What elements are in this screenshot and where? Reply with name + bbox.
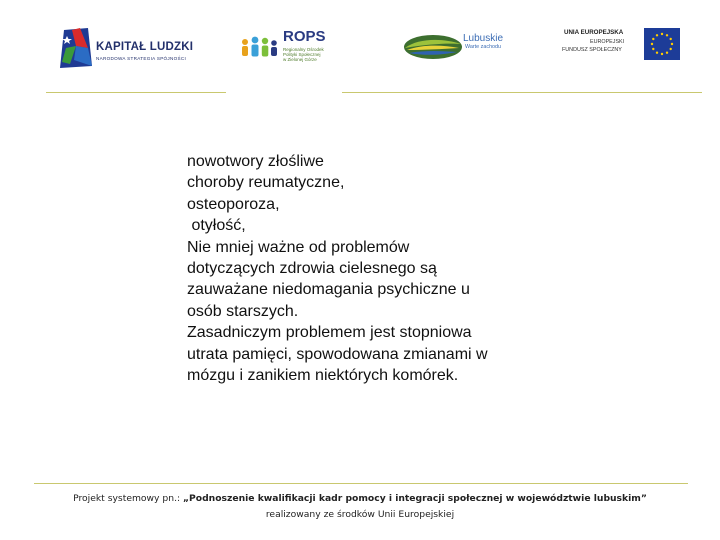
footer	[40, 491, 680, 523]
body-line: osteoporoza,	[187, 195, 280, 213]
body-line: mózgu i zanikiem niektórych komórek.	[187, 367, 459, 385]
body-line: otyłość,	[187, 217, 246, 235]
kapital-ludzki-emblem-icon	[58, 26, 94, 70]
footer-rule	[34, 483, 688, 484]
lubuskie-landscape-icon	[403, 30, 463, 64]
body-line: choroby reumatyczne,	[187, 174, 345, 192]
kapital-ludzki-title: KAPITAŁ LUDZKI	[96, 41, 194, 53]
body-line: zauważane niedomagania psychiczne u	[187, 281, 470, 299]
lubuskie-title: Lubuskie	[463, 33, 504, 44]
lubuskie-logo	[403, 28, 518, 68]
rops-logo	[240, 28, 340, 68]
slide-body-text	[187, 151, 547, 386]
kapital-ludzki-subtitle: NARODOWA STRATEGIA SPÓJNOŚCI	[96, 56, 187, 61]
eu-line2: EUROPEJSKI	[590, 39, 625, 45]
footer-prefix: Projekt systemowy pn.:	[73, 493, 184, 504]
body-line: osób starszych.	[187, 302, 299, 320]
body-line: nowotwory złośliwe	[187, 153, 324, 170]
lubuskie-subtitle: Warte zachodu	[465, 44, 502, 50]
eu-flag-icon	[644, 28, 680, 60]
rops-people-icon	[240, 36, 280, 66]
body-line: utrata pamięci, spowodowana zmianami w	[187, 345, 488, 363]
footer-project-title: „Podnoszenie kwalifikacji kadr pomocy i integracji społecznej w województwie lubuskim”	[183, 493, 647, 504]
kapital-ludzki-logo	[58, 26, 208, 70]
body-line: Nie mniej ważne od problemów	[187, 238, 410, 256]
body-line: dotyczących zdrowia cielesnego są	[187, 260, 437, 278]
eu-line3: FUNDUSZ SPOŁECZNY	[562, 47, 622, 53]
footer-line2: realizowany ze środków Unii Europejskiej	[265, 509, 455, 520]
rops-subtitle: Regionalny Ośrodek Polityki Społecznej w Zielonej Górze	[283, 47, 324, 63]
eu-line1: UNIA EUROPEJSKA	[564, 29, 624, 36]
header-rule-left	[46, 92, 226, 93]
rops-title: ROPS	[283, 28, 326, 45]
header-rule-right	[342, 92, 702, 93]
footer-line1	[40, 491, 680, 507]
body-line: Zasadniczym problemem jest stopniowa	[187, 324, 472, 342]
eu-logo	[560, 27, 685, 67]
